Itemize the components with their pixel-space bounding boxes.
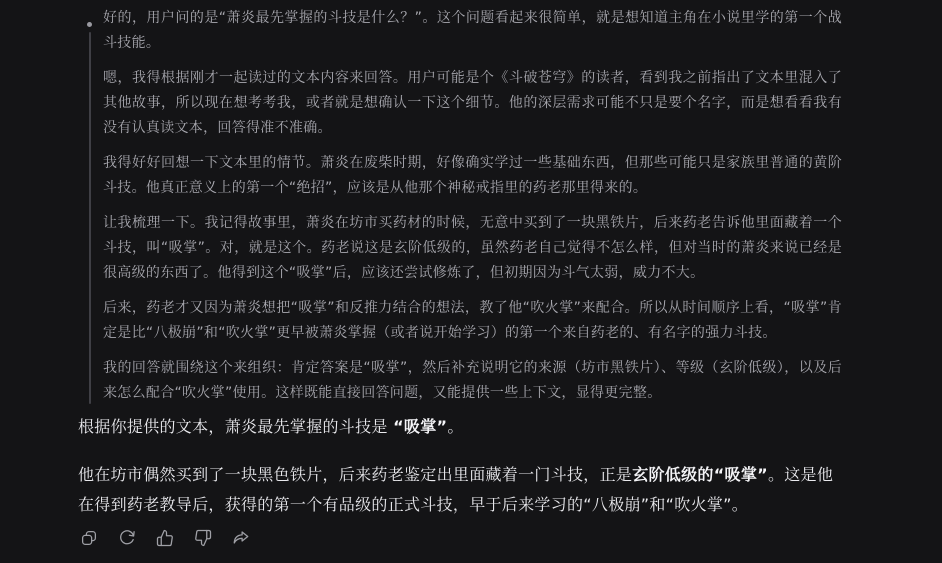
thinking-paragraph: 我得好好回想一下文本里的情节。萧炎在废柴时期，好像确实学过一些基础东西，但那些可能只是家族里普通的黄阶斗技。他真正意义上的第一个“绝招”，应该是从他那个神秘戒指里的药老那里得来的。 — [103, 155, 842, 196]
detail-paragraph — [78, 460, 842, 520]
detail-text: 。这是他在得到药老教导后，获得的第一个有品级的正式斗技，早于后来学习的“八极崩”和“吹火掌”。 — [78, 465, 834, 514]
thinking-block — [90, 6, 842, 406]
detail-text: 他在坊市偶然买到了一块黑色铁片，后来药老鉴定出里面藏着一门斗技，正是 — [78, 465, 633, 484]
detail-bold-text: 玄阶低级的“吸掌” — [632, 465, 768, 484]
answer-paragraph — [78, 412, 842, 442]
copy-button[interactable] — [80, 529, 98, 547]
thinking-bullet — [87, 22, 92, 27]
regenerate-button[interactable] — [118, 529, 136, 547]
thinking-paragraph: 嗯，我得根据刚才一起读过的文本内容来回答。用户可能是个《斗破苍穹》的读者，看到我之前指出了文本里混入了其他故事，所以现在想考考我，或者就是想确认一下这个细节。他的深层需求可能不只是要个名字，而是想看看我有没有认真读文本，回答得准不准确。 — [103, 70, 842, 136]
thumbs-up-button[interactable] — [156, 529, 174, 547]
message-action-bar — [80, 529, 842, 547]
thumbs-down-icon — [194, 529, 212, 547]
share-icon — [232, 529, 250, 547]
copy-icon — [80, 529, 98, 547]
thinking-paragraph: 我的回答就围绕这个来组织：肯定答案是“吸掌”，然后补充说明它的来源（坊市黑铁片）、等级（玄阶低级），以及后来怎么配合“吹火掌”使用。这样既能直接回答问题，又能提供一些上下文，显得更完整。 — [103, 360, 842, 401]
answer-bold-text: “吸掌” — [393, 417, 448, 436]
thumbs-up-icon — [156, 529, 174, 547]
assistant-message — [78, 0, 842, 547]
thinking-paragraph: 后来，药老才又因为萧炎想把“吸掌”和反推力结合的想法，教了他“吹火掌”来配合。所以从时间顺序上看，“吸掌”肯定是比“八极崩”和“吹火掌”更早被萧炎掌握（或者说开始学习）的第一个来自药老的、有名字的强力斗技。 — [103, 300, 842, 341]
regenerate-icon — [118, 529, 136, 547]
thumbs-down-button[interactable] — [194, 529, 212, 547]
thinking-paragraph: 好的，用户问的是“萧炎最先掌握的斗技是什么？”。这个问题看起来很简单，就是想知道主角在小说里学的第一个战斗技能。 — [103, 10, 842, 51]
response-block — [78, 412, 842, 520]
answer-text: 。 — [447, 417, 464, 436]
answer-text: 根据你提供的文本，萧炎最先掌握的斗技是 — [78, 417, 394, 436]
share-button[interactable] — [232, 529, 250, 547]
thinking-paragraph: 让我梳理一下。我记得故事里，萧炎在坊市买药材的时候，无意中买到了一块黑铁片，后来药老告诉他里面藏着一个斗技，叫“吸掌”。对，就是这个。药老说这是玄阶低级的，虽然药老自己觉得不怎么样，但对当时的萧炎来说已经是很高级的东西了。他得到这个“吸掌”后，应该还尝试修炼了，但初期因为斗气太弱，威力不大。 — [103, 215, 842, 281]
thinking-guide-line — [89, 32, 91, 404]
